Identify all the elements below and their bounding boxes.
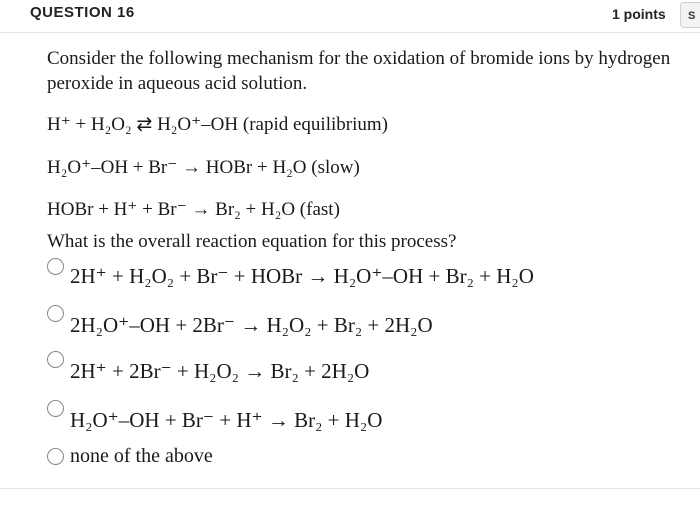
mechanism-step-1: H⁺ + H₂O₂ ⇄ H₂O⁺–OH (rapid equilibrium): [47, 114, 388, 135]
mechanism-step-2: H₂O⁺–OH + Br⁻ → HOBr + H₂O (slow): [47, 157, 360, 178]
mechanism-step-3: HOBr + H⁺ + Br⁻ → Br₂ + H₂O (fast): [47, 199, 340, 220]
question-ask: What is the overall reaction equation for this process?: [47, 231, 457, 252]
radio-button[interactable]: [47, 351, 64, 368]
radio-button[interactable]: [47, 258, 64, 275]
radio-button[interactable]: [47, 400, 64, 417]
answer-option-text: H₂O⁺–OH + Br⁻ + H⁺ → Br₂ + H₂O: [70, 408, 383, 432]
answer-option-text: 2H⁺ + H₂O₂ + Br⁻ + HOBr → H₂O⁺–OH + Br₂ + H₂O: [70, 264, 534, 288]
question-prompt: Consider the following mechanism for the oxidation of bromide ions by hydrogen peroxide in aqueous acid solution.: [47, 48, 671, 94]
answer-option-text: 2H₂O⁺–OH + 2Br⁻ → H₂O₂ + Br₂ + 2H₂O: [70, 313, 433, 337]
question-number: QUESTION 16: [30, 4, 135, 21]
question-body: [47, 46, 687, 252]
answer-option-text: none of the above: [70, 445, 213, 467]
radio-button[interactable]: [47, 448, 64, 465]
radio-button[interactable]: [47, 305, 64, 322]
question-header: [0, 0, 700, 33]
divider: [0, 488, 700, 489]
save-answer-button[interactable]: S: [680, 2, 700, 28]
answer-option-text: 2H⁺ + 2Br⁻ + H₂O₂ → Br₂ + 2H₂O: [70, 359, 370, 383]
points-label: 1 points: [612, 6, 666, 22]
